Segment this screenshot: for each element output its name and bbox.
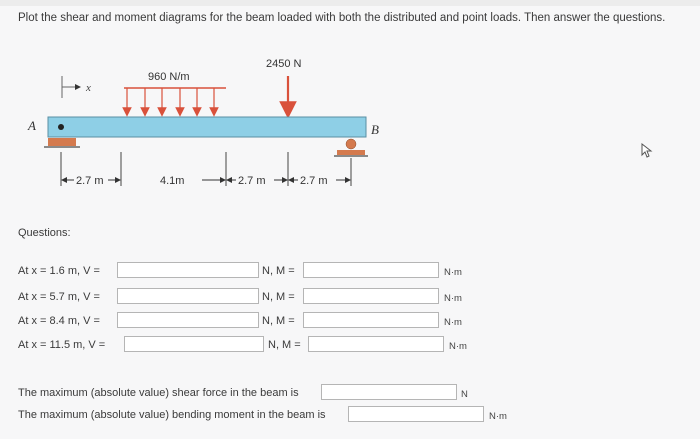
x-axis-label: x bbox=[86, 82, 91, 94]
question-1-mid-label: N, M = bbox=[262, 265, 295, 277]
max-moment-unit: N·m bbox=[489, 411, 507, 422]
max-moment-input[interactable] bbox=[348, 406, 484, 422]
question-3-label: At x = 8.4 m, V = bbox=[18, 315, 100, 327]
point-load-label: 2450 N bbox=[266, 58, 302, 70]
beam bbox=[48, 117, 366, 137]
moment-input-1[interactable] bbox=[303, 262, 439, 278]
support-b-label: B bbox=[371, 122, 379, 137]
x-axis-indicator bbox=[62, 76, 91, 98]
distributed-load-label: 960 N/m bbox=[148, 71, 190, 83]
max-shear-input[interactable] bbox=[321, 384, 457, 400]
moment-input-3[interactable] bbox=[303, 312, 439, 328]
beam-diagram bbox=[0, 0, 700, 210]
max-moment-label: The maximum (absolute value) bending moment in the beam is bbox=[18, 409, 326, 421]
max-shear-unit: N bbox=[461, 389, 468, 400]
dimension-lines bbox=[61, 152, 351, 187]
point-load bbox=[266, 58, 302, 110]
shear-input-4[interactable] bbox=[124, 336, 264, 352]
max-shear-label: The maximum (absolute value) shear force in the beam is bbox=[18, 387, 299, 399]
moment-unit-3: N·m bbox=[444, 317, 462, 328]
question-2-label: At x = 5.7 m, V = bbox=[18, 291, 100, 303]
dim-4-label: 2.7 m bbox=[300, 175, 328, 187]
shear-input-1[interactable] bbox=[117, 262, 259, 278]
dim-1-label: 2.7 m bbox=[76, 175, 104, 187]
question-4-label: At x = 11.5 m, V = bbox=[18, 339, 106, 351]
dim-2-label: 4.1m bbox=[160, 175, 185, 187]
question-2-mid-label: N, M = bbox=[262, 291, 295, 303]
question-row-4 bbox=[0, 336, 700, 356]
distributed-load bbox=[124, 71, 226, 112]
moment-unit-2: N·m bbox=[444, 293, 462, 304]
shear-input-3[interactable] bbox=[117, 312, 259, 328]
question-1-label: At x = 1.6 m, V = bbox=[18, 265, 100, 277]
question-4-mid-label: N, M = bbox=[268, 339, 301, 351]
question-row-1 bbox=[0, 262, 700, 282]
moment-input-2[interactable] bbox=[303, 288, 439, 304]
shear-input-2[interactable] bbox=[117, 288, 259, 304]
problem-prompt: Plot the shear and moment diagrams for the beam loaded with both the distributed and point loads. Then answer the questions. bbox=[18, 12, 666, 24]
dim-3-label: 2.7 m bbox=[238, 175, 266, 187]
support-a-label: A bbox=[28, 118, 36, 133]
question-row-2 bbox=[0, 288, 700, 308]
question-row-3 bbox=[0, 312, 700, 332]
moment-input-4[interactable] bbox=[308, 336, 444, 352]
question-3-mid-label: N, M = bbox=[262, 315, 295, 327]
max-moment-row bbox=[0, 406, 700, 426]
questions-heading: Questions: bbox=[18, 227, 71, 239]
mouse-pointer-icon bbox=[641, 143, 655, 159]
max-shear-row bbox=[0, 384, 700, 404]
moment-unit-4: N·m bbox=[449, 341, 467, 352]
moment-unit-1: N·m bbox=[444, 267, 462, 278]
